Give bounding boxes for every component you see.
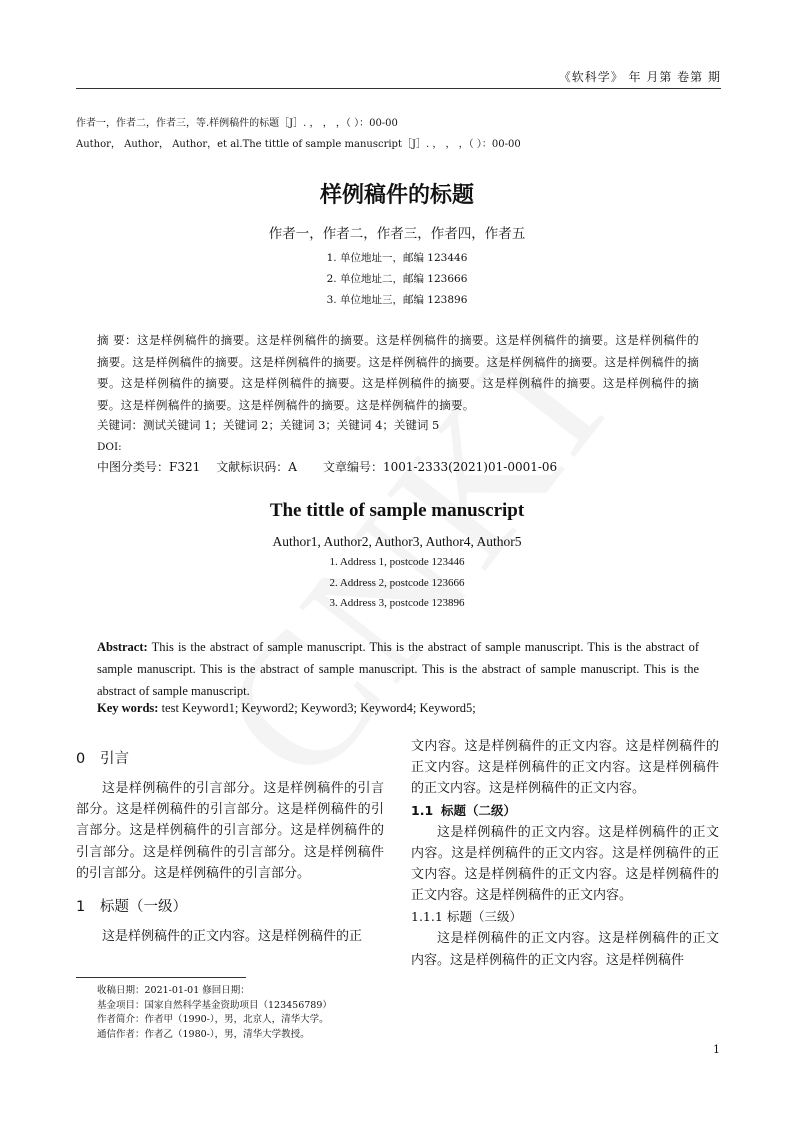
subsection-title: 标题（二级）: [441, 802, 517, 818]
body-paragraph-continued: 文内容。这是样例稿件的正文内容。这是样例稿件的正文内容。这是样例稿件的正文内容。这是样例稿件的正文内容。这是样例稿件的正文内容。: [411, 739, 719, 797]
classification-line: [97, 458, 557, 476]
keywords-cn: [97, 415, 717, 435]
section-number: 0: [76, 751, 86, 767]
body-paragraph: 这是样例稿件的正文内容。这是样例稿件的正: [102, 929, 363, 945]
section-title: 标题（一级）: [100, 899, 187, 916]
subsubsection-number: 1.1.1: [411, 909, 443, 925]
keywords-cn-text: 测试关键词 1；关键词 2；关键词 3；关键词 4；关键词 5: [143, 418, 440, 432]
section-heading-0: [76, 746, 384, 772]
abstract-en-label: Abstract:: [97, 640, 148, 654]
body-paragraph: 这是样例稿件的正文内容。这是样例稿件的正文内容。这是样例稿件的正文内容。这是样例稿件: [411, 931, 719, 968]
authors-en: Author1, Author2, Author3, Author4, Author5: [272, 534, 522, 549]
body-paragraph: 这是样例稿件的正文内容。这是样例稿件的正文内容。这是样例稿件的正文内容。这是样例稿件的正文内容。这是样例稿件的正文内容。这是样例稿件的正文内容。这是样例稿件的正文内容。: [411, 824, 719, 904]
article-no-label: 文章编号：: [322, 460, 383, 474]
page-number: 1: [713, 1043, 720, 1056]
subsection-number: 1.1: [411, 802, 434, 818]
doi-label: DOI:: [97, 441, 122, 453]
article-no-value: 1001-2333(2021)01-0001-06: [382, 460, 558, 474]
body-column-right: [411, 736, 719, 971]
abstract-en: [97, 636, 699, 702]
title-en: The tittle of sample manuscript: [269, 500, 525, 521]
section-number: 1: [76, 899, 86, 916]
abstract-cn-text: 这是样例稿件的摘要。这是样例稿件的摘要。这是样例稿件的摘要。这是样例稿件的摘要。这是样例稿件的摘要。这是样例稿件的摘要。这是样例稿件的摘要。这是样例稿件的摘要。这是样例稿件的摘要。这是样例稿件的摘要。这是样例稿件的摘要。这是样例稿件的摘要。这是样例稿件的摘要。这是样例稿件的摘要。这是样例稿件的摘要。这是样例稿件的摘要。这是样例稿件的摘要。这是样例稿件的摘要。: [97, 333, 699, 412]
subsubsection-title: 标题（三级）: [447, 909, 523, 925]
abstract-cn-label: 摘 要：: [97, 333, 137, 347]
citation-en: Author， Author， Author，et al.The tittle of sample manuscript［J］. ， ， ，（ ）：00-00: [76, 139, 521, 150]
address-en-3: 3. Address 3, postcode 123896: [329, 597, 465, 609]
abstract-cn: [97, 330, 699, 416]
doc-code-value: A: [288, 460, 297, 474]
address-cn-3: 3. 单位地址三，邮编 123896: [326, 294, 468, 306]
running-head: 《软科学》 年 月第 卷第 期: [558, 70, 721, 84]
address-cn-1: 1. 单位地址一，邮编 123446: [326, 252, 468, 264]
keywords-en-label: Key words:: [97, 701, 159, 715]
footnote-author-bio: 作者简介：作者甲（1990-），男，北京人，清华大学。: [97, 1014, 329, 1026]
citation-cn: 作者一，作者二，作者三，等.样例稿件的标题［J］. ， ， ，（ ）：00-00: [76, 118, 398, 129]
address-cn-2: 2. 单位地址二，邮编 123666: [326, 273, 468, 285]
section-heading-1: [76, 894, 384, 920]
footnote-fund: 基金项目：国家自然科学基金资助项目（123456789）: [97, 999, 332, 1011]
body-column-left: [76, 746, 384, 947]
doc-code-label: 文献标识码：: [216, 460, 289, 474]
clc-label: 中图分类号：: [97, 460, 170, 474]
intro-paragraph: 这是样例稿件的引言部分。这是样例稿件的引言部分。这是样例稿件的引言部分。这是样例稿件的引言部分。这是样例稿件的引言部分。这是样例稿件的引言部分。这是样例稿件的引言部分。这是样例稿件的引言部分。这是样例稿件的引言部分。: [76, 781, 384, 881]
abstract-en-text: This is the abstract of sample manuscript. This is the abstract of sample manuscript. This is the abstract of sample manuscript. This is the abstract of sample manuscript. This is the abstract of sample manuscript. This is the abstract of sample manuscript.: [97, 640, 699, 698]
footnote-rule: [76, 977, 246, 978]
keywords-en-text: test Keyword1; Keyword2; Keyword3; Keyword4; Keyword5;: [161, 701, 476, 715]
keywords-cn-label: 关键词：: [97, 418, 143, 432]
footnote-corresponding: 通信作者：作者乙（1980-），男，清华大学教授。: [97, 1028, 310, 1040]
keywords-en: [97, 698, 717, 718]
header-rule: [76, 88, 721, 89]
footnote-received: 收稿日期：2021-01-01 修回日期：: [97, 985, 250, 996]
address-en-2: 2. Address 2, postcode 123666: [329, 577, 465, 589]
section-title: 引言: [100, 751, 129, 767]
title-cn: 样例稿件的标题: [319, 183, 474, 208]
footnotes: [97, 984, 332, 1042]
authors-cn: 作者一，作者二，作者三，作者四，作者五: [268, 226, 526, 242]
address-en-1: 1. Address 1, postcode 123446: [329, 556, 465, 568]
subsection-heading-1-1: [411, 800, 719, 822]
clc-value: F321: [169, 460, 201, 474]
subsubsection-heading-1-1-1: [411, 906, 719, 928]
